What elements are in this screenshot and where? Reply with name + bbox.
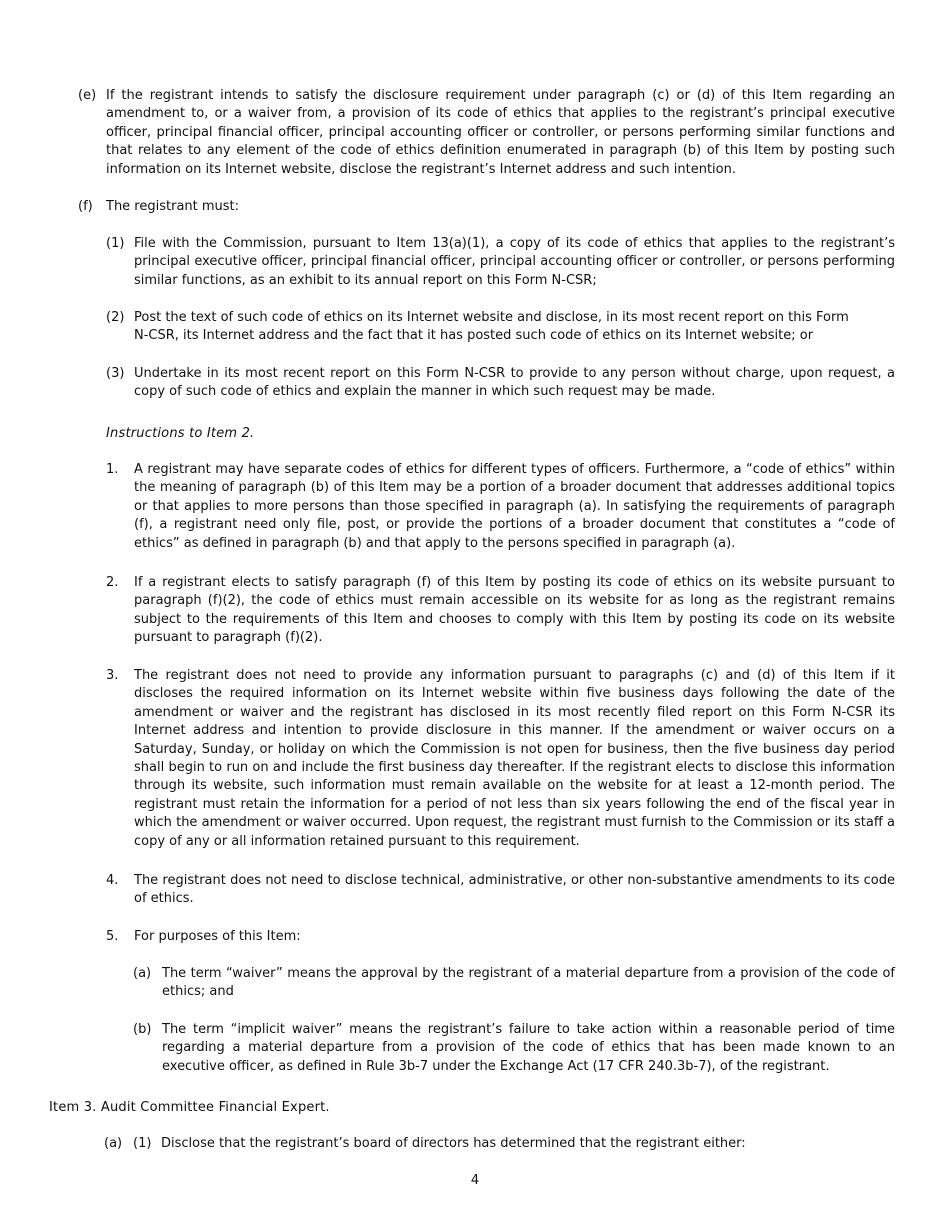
- instruction-5-text: For purposes of this Item:: [134, 929, 301, 944]
- instruction-1-text: A registrant may have separate codes of ethics for different types of officers. Furthermore, a “code of ethics” within the meaning of paragraph (b) of this Item may be a portion of a broader document that addresses additional topics or that applies to more persons than those specified in paragraph (a). In satisfying the requirements of paragraph (f), a registrant need only file, post, or provide the portions of a broader document that constitutes a “code of ethics” as defined in paragraph (b) and that apply to the persons specified in paragraph (a).: [134, 462, 895, 551]
- instruction-2-label: 2.: [106, 575, 119, 590]
- instruction-4-text: The registrant does not need to disclose technical, administrative, or other non-substantive amendments to its code of ethics.: [134, 873, 895, 907]
- paragraph-f-text: The registrant must:: [106, 199, 240, 214]
- page-number: 4: [470, 1173, 480, 1188]
- instruction-5-b: [133, 1021, 895, 1076]
- instruction-5-a-label: (a): [133, 966, 152, 981]
- paragraph-f-2-label: (2): [106, 310, 125, 325]
- instruction-3-text: The registrant does not need to provide any information pursuant to paragraphs (c) and (d) of this Item if it discloses the required information on its Internet website within five business days following the date of the amendment or waiver and the registrant has disclosed in its most recently filed report on this Form N-CSR its Internet address and intention to provide disclosure in this manner. If the amendment or waiver occurs on a Saturday, Sunday, or holiday on which the Commission is not open for business, then the five business day period shall begin to run on and include the first business day thereafter. If the registrant elects to disclose this information through its website, such information must remain available on the website for at least a 12-month period. The registrant must retain the information for a period of not less than six years following the end of the fiscal year in which the amendment or waiver occurred. Upon request, the registrant must furnish to the Commission or its staff a copy of any or all information retained pursuant to this requirement.: [134, 668, 895, 849]
- paragraph-f: [78, 198, 895, 216]
- paragraph-f-3-label: (3): [106, 366, 125, 381]
- instruction-5-a: [133, 965, 895, 1002]
- paragraph-e-text: If the registrant intends to satisfy the disclosure requirement under paragraph (c) or (d) of this Item regarding an amendment to, or a waiver from, a provision of its code of ethics that applies to the registrant’s principal executive officer, principal financial officer, principal accounting officer or controller, or persons performing similar functions and that relates to any element of the code of ethics definition enumerated in paragraph (b) of this Item by posting such information on its Internet website, disclose the registrant’s Internet address and such intention.: [106, 88, 895, 177]
- paragraph-f-2: [106, 309, 864, 346]
- instruction-5: [106, 928, 895, 946]
- item-3-a-label: (a): [104, 1136, 123, 1151]
- instruction-3: [106, 667, 895, 851]
- item-3-a-1: [104, 1135, 895, 1153]
- instruction-5-b-label: (b): [133, 1022, 152, 1037]
- instruction-5-a-text: The term “waiver” means the approval by the registrant of a material departure from a provision of the code of ethics; and: [162, 966, 895, 1000]
- paragraph-f-1-text: File with the Commission, pursuant to Item 13(a)(1), a copy of its code of ethics that applies to the registrant’s principal executive officer, principal financial officer, principal accounting officer or controller, or persons performing similar functions, as an exhibit to its annual report on this Form N-CSR;: [134, 236, 895, 288]
- instruction-1: [106, 461, 895, 553]
- item-3-a-1-label: (1): [133, 1136, 152, 1151]
- instruction-3-label: 3.: [106, 668, 119, 683]
- paragraph-f-2-text: Post the text of such code of ethics on its Internet website and disclose, in its most recent report on this Form N-CSR, its Internet address and the fact that it has posted such code of ethics on its Internet website; or: [134, 310, 849, 344]
- paragraph-f-3: [106, 365, 895, 402]
- paragraph-f-1: [106, 235, 895, 290]
- instruction-4-label: 4.: [106, 873, 119, 888]
- paragraph-e-label: (e): [78, 88, 97, 103]
- paragraph-f-1-label: (1): [106, 236, 125, 251]
- paragraph-f-3-text: Undertake in its most recent report on this Form N-CSR to provide to any person without charge, upon request, a copy of such code of ethics and explain the manner in which such request may be made.: [134, 366, 895, 400]
- paragraph-e: [78, 87, 895, 179]
- instruction-2-text: If a registrant elects to satisfy paragraph (f) of this Item by posting its code of ethics on its website pursuant to paragraph (f)(2), the code of ethics must remain accessible on its website for as long as the registrant remains subject to the requirements of this Item and chooses to comply with this Item by posting its code on its website pursuant to paragraph (f)(2).: [134, 575, 895, 646]
- instruction-5-label: 5.: [106, 929, 119, 944]
- instruction-1-label: 1.: [106, 462, 119, 477]
- item-3-a-1-text: Disclose that the registrant’s board of directors has determined that the registrant either:: [161, 1136, 746, 1151]
- instruction-4: [106, 872, 895, 909]
- instruction-5-b-text: The term “implicit waiver” means the registrant’s failure to take action within a reasonable period of time regarding a material departure from a provision of the code of ethics that has been made known to an executive officer, as defined in Rule 3b-7 under the Exchange Act (17 CFR 240.3b-7), of the registrant.: [162, 1022, 895, 1074]
- item-3-heading: Item 3. Audit Committee Financial Expert.: [49, 1100, 330, 1115]
- paragraph-f-label: (f): [78, 199, 93, 214]
- instruction-2: [106, 574, 895, 648]
- instructions-heading: Instructions to Item 2.: [106, 426, 255, 441]
